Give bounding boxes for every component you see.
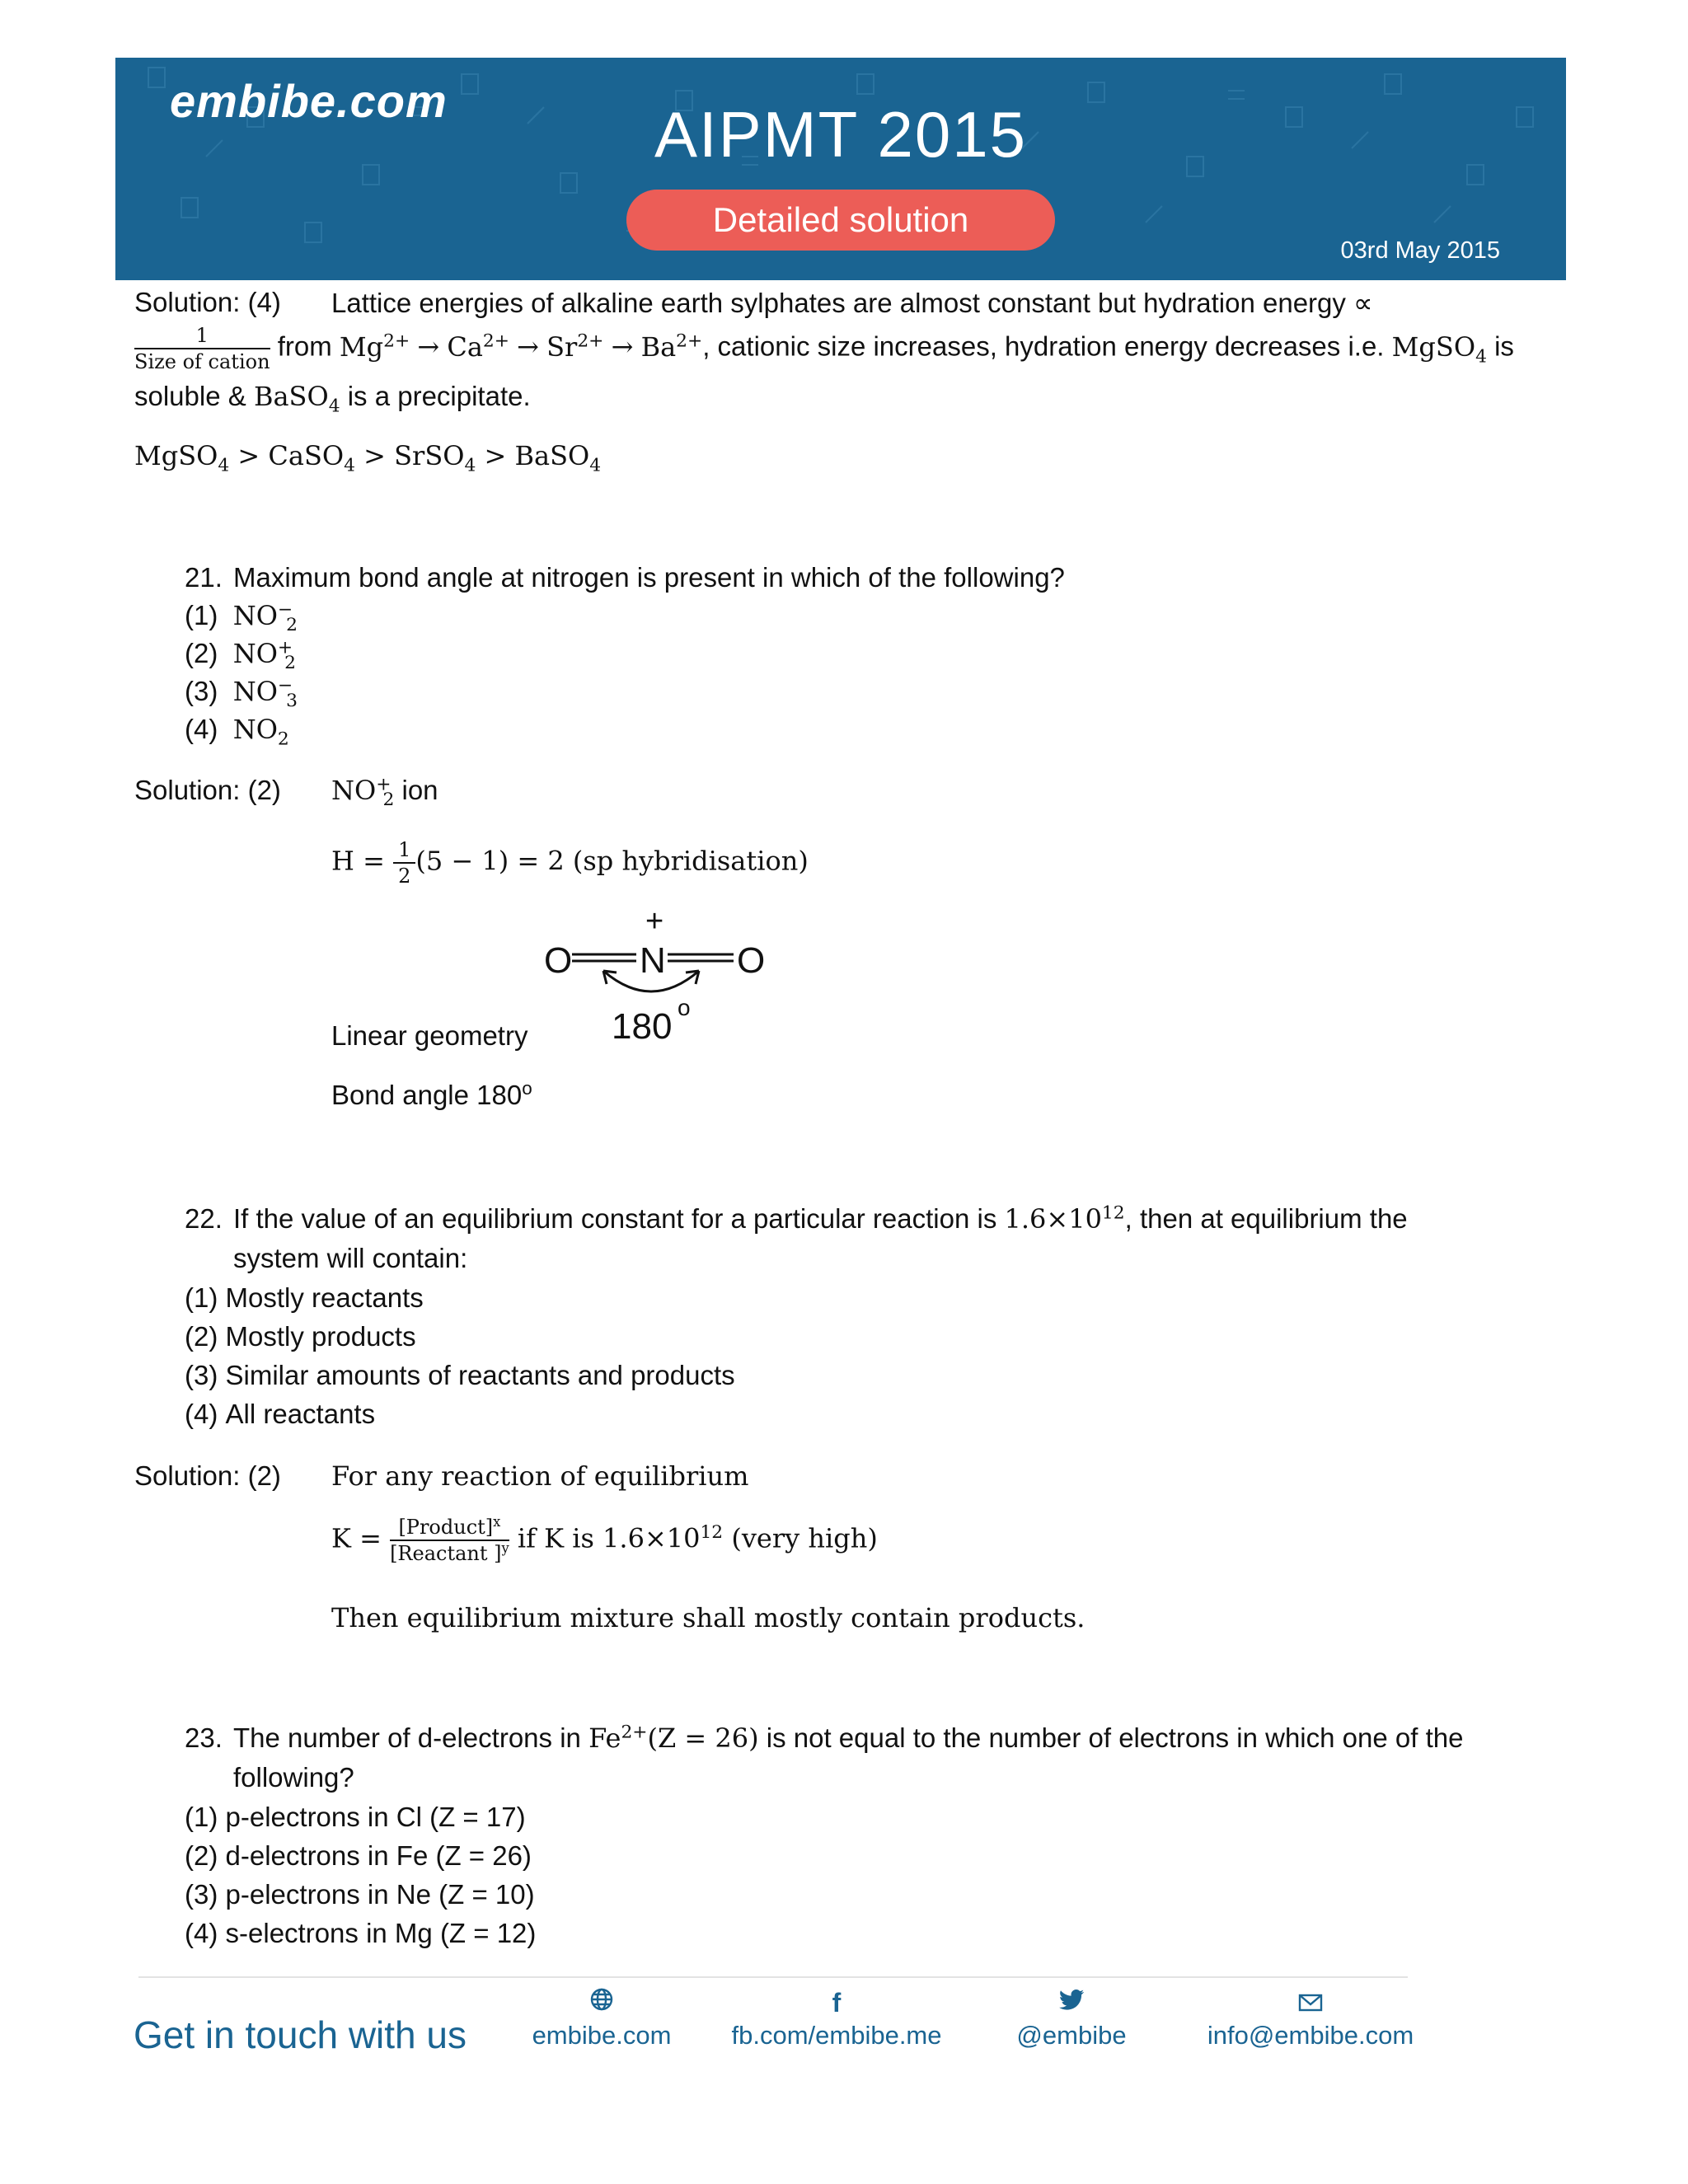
option-4: (4) All reactants <box>185 1399 376 1429</box>
option-3: (3) Similar amounts of reactants and products <box>185 1360 735 1390</box>
header-banner <box>115 58 1566 280</box>
solution-line-3: soluble & BaSO$_4$ is a precipitate. <box>134 381 531 417</box>
solution-text: For any reaction of equilibrium <box>331 1460 749 1492</box>
option-3: (3) p-electrons in Ne (Z = 10) <box>185 1879 535 1910</box>
option-2: (2) Mostly products <box>185 1321 416 1352</box>
question-text: If the value of an equilibrium constant for a particular reaction is $1.6\times 10^{12}$, then at equilibrium the <box>233 1202 1408 1235</box>
solution-line-2: $\frac{1}{\text{Size of cation}}$ from $Mg^{2+} \to Ca^{2+} \to Sr^{2+} \to Ba^{2+}$, cationic size increases, hydration energy decreases i.e. MgSO$_4$ is <box>134 324 1514 373</box>
geometry-text: Linear geometry <box>331 1020 528 1051</box>
question-number: 22. <box>185 1203 223 1234</box>
bond-angle-text: Bond angle 180$^o$ <box>331 1078 532 1110</box>
solution-text: Lattice energies of alkaline earth sylphates are almost constant but hydration energy ∝ <box>331 288 1373 318</box>
footer-title: Get in touch with us <box>134 2013 467 2056</box>
svg-text:180: 180 <box>612 1006 673 1047</box>
exam-title: AIPMT 2015 <box>654 98 1028 171</box>
option-1: (1) $NO^-_2$ <box>185 599 298 636</box>
option-4: (4) $NO_2$ <box>185 714 289 750</box>
detailed-solution-badge: Detailed solution <box>626 190 1055 251</box>
equilibrium-formula: K = $\frac{[Product]^x}{[Reactant ]^y}$ if K is $1.6\times 10^{12}$ (very high) <box>331 1514 878 1565</box>
footer-facebook-link[interactable]: f fb.com/embibe.me <box>721 1985 952 2050</box>
mail-icon <box>1195 1985 1426 2021</box>
solubility-order: MgSO$_4$ > CaSO$_4$ > SrSO$_4$ > BaSO$_4$ <box>134 440 602 476</box>
option-1: (1) p-electrons in Cl (Z = 17) <box>185 1802 526 1832</box>
question-text-2: following? <box>233 1762 354 1793</box>
embibe-logo: embibe.com <box>170 75 448 127</box>
footer-email-link[interactable]: info@embibe.com <box>1195 1985 1426 2050</box>
footer-twitter-link[interactable]: @embibe <box>1006 1985 1137 2050</box>
solution-ion: $NO^+_2$ ion <box>331 774 438 811</box>
option-3: (3) $NO^-_3$ <box>185 675 298 712</box>
question-text-2: system will contain: <box>233 1243 468 1273</box>
solution-label: Solution: (2) <box>134 1460 281 1491</box>
option-2: (2) d-electrons in Fe (Z = 26) <box>185 1840 532 1871</box>
svg-text:+: + <box>645 907 664 939</box>
fraction: $\frac{1}{\text{Size of cation}}$ <box>134 324 270 373</box>
exam-date: 03rd May 2015 <box>1340 237 1500 264</box>
globe-icon <box>519 1985 684 2021</box>
option-4: (4) s-electrons in Mg (Z = 12) <box>185 1918 537 1948</box>
twitter-icon <box>1006 1985 1137 2021</box>
question-text: The number of d-electrons in $Fe^{2+}(Z = 26)$ is not equal to the number of electrons in which one of the <box>233 1722 1464 1754</box>
option-1: (1) Mostly reactants <box>185 1282 424 1313</box>
svg-text:N: N <box>640 940 666 981</box>
facebook-icon: f <box>832 1988 842 2018</box>
footer-divider <box>138 1976 1408 1978</box>
question-number: 21. <box>185 562 223 593</box>
svg-text:o: o <box>678 995 691 1020</box>
question-number: 23. <box>185 1722 223 1753</box>
solution-label: Solution: (4) <box>134 287 281 317</box>
question-text: Maximum bond angle at nitrogen is present in which of the following? <box>233 562 1065 593</box>
solution-conclusion: Then equilibrium mixture shall mostly contain products. <box>331 1602 1085 1633</box>
footer-website-link[interactable]: embibe.com <box>519 1985 684 2050</box>
option-2: (2) $NO^+_2$ <box>185 637 296 674</box>
hybridisation-formula: H = $\frac{1}{2}$ (5 − 1) = 2 (sp hybridisation) <box>331 838 809 888</box>
solution-label: Solution: (2) <box>134 775 281 805</box>
svg-text:O: O <box>544 940 573 981</box>
svg-text:O: O <box>737 940 766 981</box>
no2-structure-diagram <box>536 907 783 1047</box>
